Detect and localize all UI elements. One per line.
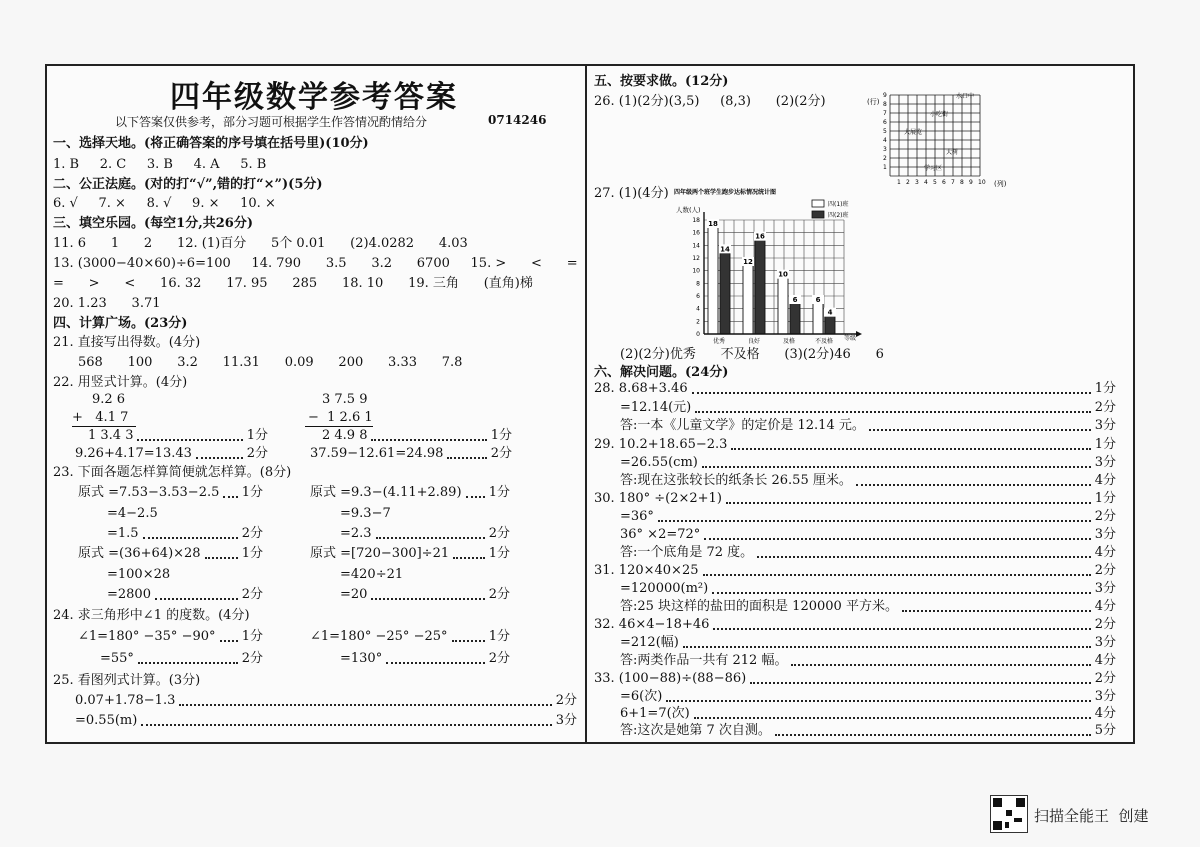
q23-d-step3: =20 2分	[340, 587, 510, 602]
vertical-calc-2-result-row	[322, 428, 512, 444]
chart-data-label: 10	[778, 270, 788, 279]
p28-line3: 答:一本《儿童文学》的定价是 12.14 元。 3分	[620, 418, 1116, 433]
q23-d-step2: =420÷21	[340, 567, 404, 582]
chart-y-tick: 4	[696, 305, 700, 313]
grid-y-tick: 7	[883, 110, 887, 117]
p30-line1: 30. 180° ÷(2×2+1) 1分	[594, 491, 1116, 506]
p31-line2: =120000(m²) 3分	[620, 581, 1116, 596]
column-divider	[585, 64, 587, 742]
vertical-calc-1-addend: + 4.1 7	[72, 410, 129, 425]
section-1-heading: 一、选择天地。(将正确答案的序号填在括号里)(10分)	[53, 136, 369, 151]
section-3-heading: 三、填空乐园。(每空1分,共26分)	[53, 216, 253, 231]
chart-data-label: 4	[827, 308, 833, 317]
chart-category-label: 良好	[747, 338, 761, 344]
chart-legend-label: 四(2)班	[828, 212, 849, 219]
vertical-calc-1-top: 9.2 6	[92, 392, 126, 407]
p33-line4: 答:这次是她第 7 次自测。 5分	[620, 723, 1116, 738]
grid-y-tick: 4	[883, 137, 887, 144]
coordinate-grid	[864, 90, 1024, 190]
p32-line3: 答:两类作品一共有 212 幅。 4分	[620, 653, 1116, 668]
chart-y-tick: 10	[692, 267, 700, 275]
vertical-calc-1-result-row	[88, 428, 268, 444]
question-21-answers: 568 100 3.2 11.31 0.09 200 3.33 7.8	[78, 355, 463, 370]
chart-legend-swatch	[812, 200, 824, 207]
score-label: 1分	[246, 428, 268, 443]
q24-b-step2: =130° 2分	[340, 651, 510, 666]
grid-label-2: 小吃街	[930, 111, 949, 118]
p29-line3: 答:现在这张较长的纸条长 26.55 厘米。 4分	[620, 473, 1116, 488]
grid-x-tick: 6	[942, 179, 946, 186]
chart-y-tick: 6	[696, 293, 700, 300]
vertical-calc-2-subtrahend: − 1 2.6 1	[308, 410, 373, 425]
vertical-calc-2-top: 3 7.5 9	[322, 392, 368, 407]
answer-line-20: 20. 1.23 3.71	[53, 296, 161, 311]
grading-note: 以下答案仅供参考，部分习题可根据学生作答情况酌情给分	[115, 115, 428, 129]
question-24: 24. 求三角形中∠1 的度数。(4分)	[53, 608, 250, 623]
p30-line4: 答:一个底角是 72 度。 4分	[620, 545, 1116, 560]
chart-bar	[778, 271, 788, 334]
grid-y-tick: 3	[883, 146, 887, 153]
q23-c-step2: =100×28	[107, 567, 171, 582]
q23-c-step1: 原式 =(36+64)×28 1分	[78, 546, 263, 561]
p31-line3: 答:25 块这样的盐田的面积是 120000 平方米。 4分	[620, 599, 1116, 614]
question-22: 22. 用竖式计算。(4分)	[53, 375, 188, 390]
q24-a-step2: =55° 2分	[100, 651, 263, 666]
vertical-calc-1-rule	[72, 426, 136, 427]
grid-y-tick: 2	[883, 155, 887, 162]
p31-line1: 31. 120×40×25 2分	[594, 563, 1116, 578]
chart-data-label: 12	[743, 258, 753, 266]
q23-a-step3: =1.5 2分	[107, 526, 263, 541]
q24-b-step1: ∠1=180° −25° −25° 1分	[310, 629, 510, 644]
question-27-answers: (2)(2分)优秀 不及格 (3)(2分)46 6	[620, 347, 884, 362]
section-2-answers: 6. √ 7. × 8. √ 9. × 10. ×	[53, 196, 276, 211]
chart-y-tick: 8	[696, 280, 700, 288]
grid-x-tick: 10	[978, 179, 986, 186]
answer-line-11: 11. 6 1 2 12. (1)百分 5个 0.01 (2)4.0282 4.03	[53, 236, 468, 251]
question-23: 23. 下面各题怎样算简便就怎样算。(8分)	[53, 465, 292, 480]
chart-y-tick: 12	[692, 255, 700, 262]
q25-step1: 0.07+1.78−1.3 2分	[75, 693, 577, 708]
question-26: 26. (1)(2分)(3,5) (8,3) (2)(2分)	[594, 94, 826, 109]
q23-b-step1: 原式 =9.3−(4.11+2.89) 1分	[310, 485, 510, 500]
chart-bar	[755, 233, 765, 334]
chart-category-label: 及格	[782, 338, 796, 344]
p30-line2: =36° 2分	[620, 509, 1116, 524]
chart-category-label: 优秀	[712, 338, 726, 344]
grid-x-tick: 2	[906, 179, 910, 186]
chart-data-label: 16	[755, 232, 765, 241]
vertical-calc-1-result: 1 3.4 3	[88, 428, 134, 443]
grid-label-3: 大树	[946, 149, 959, 156]
grid-x-tick: 3	[915, 179, 919, 186]
grid-top-label: 水口中	[956, 93, 975, 100]
page-title: 四年级数学参考答案	[170, 80, 458, 115]
bar-chart	[672, 184, 872, 344]
chart-data-label: 6	[815, 296, 821, 304]
chart-data-label: 14	[720, 245, 730, 254]
vertical-calc-2-rule	[305, 426, 373, 427]
answer-line-13: 13. (3000−40×60)÷6=100 14. 790 3.5 3.2 6700 15. > < =	[53, 256, 578, 271]
p29-line1: 29. 10.2+18.65−2.3 1分	[594, 437, 1116, 452]
chart-category-label: 不及格	[814, 338, 834, 344]
q25-step2: =0.55(m) 3分	[75, 713, 577, 728]
p28-line2: =12.14(元) 2分	[620, 400, 1116, 415]
chart-legend-label: 四(1)班	[828, 201, 849, 208]
question-25: 25. 看图列式计算。(3分)	[53, 673, 201, 688]
p33-line1: 33. (100−88)÷(88−86) 2分	[594, 671, 1116, 686]
p30-line3: 36° ×2=72° 3分	[620, 527, 1116, 542]
chart-y-tick: 14	[692, 242, 700, 250]
chart-y-label: 人数(人)	[676, 206, 701, 214]
chart-y-tick: 18	[692, 217, 700, 224]
section-6-heading: 六、解决问题。(24分)	[594, 365, 729, 380]
qr-code-icon	[990, 795, 1028, 833]
scanner-watermark: 扫描全能王 创建	[1034, 807, 1149, 825]
section-4-heading: 四、计算广场。(23分)	[53, 316, 188, 331]
chart-x-label: 等级	[844, 335, 857, 342]
answer-line-15b: = > < 16. 32 17. 95 285 18. 10 19. 三角 (直角)梯	[53, 276, 533, 291]
chart-data-label: 6	[792, 296, 798, 304]
grid-x-tick: 9	[969, 179, 973, 186]
grid-x-tick: 4	[924, 179, 928, 186]
grid-x-tick: 1	[897, 179, 901, 186]
grid-x-tick: 7	[951, 179, 955, 186]
grid-label-4: 学习区	[924, 165, 943, 172]
q23-b-step3: =2.3 2分	[340, 526, 510, 541]
chart-y-tick: 16	[692, 229, 700, 237]
p33-line3: 6+1=7(次) 4分	[620, 706, 1116, 721]
q23-c-step3: =2800 2分	[107, 587, 263, 602]
q23-a-step1: 原式 =7.53−3.53−2.5 1分	[78, 485, 263, 500]
grid-x-tick: 8	[960, 179, 964, 186]
p28-line1: 28. 8.68+3.46 1分	[594, 381, 1116, 396]
chart-bar	[708, 220, 718, 334]
chart-legend-swatch	[812, 211, 824, 218]
chart-data-label: 18	[708, 220, 718, 228]
chart-bar	[720, 245, 730, 334]
chart-x-arrow	[856, 331, 862, 337]
vertical-calc-1-check: 9.26+4.17=13.43 2分	[75, 446, 268, 461]
score-label: 1分	[490, 428, 512, 443]
question-27: 27. (1)(4分)	[594, 186, 669, 201]
q23-d-step1: 原式 =[720−300]÷21 1分	[310, 546, 510, 561]
grid-label-1: 大展览	[904, 129, 923, 136]
grid-unit-x: (列)	[994, 180, 1007, 188]
q23-b-step2: =9.3−7	[340, 506, 391, 521]
section-2-heading: 二、公正法庭。(对的打“√”,错的打“×”)(5分)	[53, 177, 323, 192]
grid-unit-y: (行)	[867, 98, 880, 106]
grid-y-tick: 9	[883, 92, 887, 99]
chart-y-tick: 0	[696, 331, 700, 338]
grid-y-tick: 8	[883, 101, 887, 108]
q23-a-step2: =4−2.5	[107, 506, 158, 521]
grid-y-tick: 6	[883, 119, 887, 126]
p33-line2: =6(次) 3分	[620, 689, 1116, 704]
chart-bar	[743, 258, 753, 334]
chart-y-tick: 2	[696, 318, 700, 326]
p32-line1: 32. 46×4−18+46 2分	[594, 617, 1116, 632]
p32-line2: =212(幅) 3分	[620, 635, 1116, 650]
section-5-heading: 五、按要求做。(12分)	[594, 74, 729, 89]
grid-x-tick: 5	[933, 179, 937, 186]
grid-y-tick: 1	[883, 164, 887, 171]
chart-title: 四年级两个班学生跑步达标情况统计图	[674, 189, 777, 196]
section-1-answers: 1. B 2. C 3. B 4. A 5. B	[53, 157, 267, 172]
grid-y-tick: 5	[883, 128, 887, 135]
vertical-calc-2-result: 2 4.9 8	[322, 428, 368, 443]
q24-a-step1: ∠1=180° −35° −90° 1分	[78, 629, 263, 644]
p29-line2: =26.55(cm) 3分	[620, 455, 1116, 470]
question-21: 21. 直接写出得数。(4分)	[53, 335, 201, 350]
vertical-calc-2-check: 37.59−12.61=24.98 2分	[310, 446, 512, 461]
doc-code: 0714246	[488, 113, 547, 127]
